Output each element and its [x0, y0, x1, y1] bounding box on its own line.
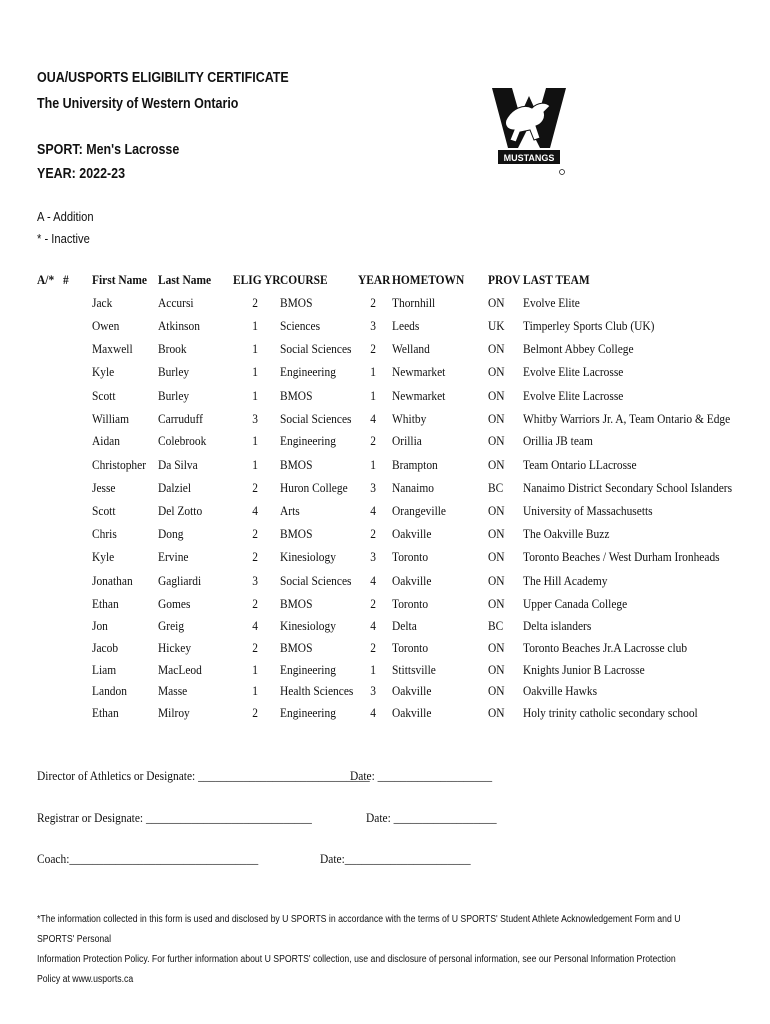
cell-first-name: Kyle	[92, 549, 115, 564]
cell-year: 1	[370, 662, 376, 677]
cell-year: 3	[370, 318, 376, 333]
cell-first-name: Jacob	[92, 640, 119, 655]
cell-first-name: Ethan	[92, 705, 119, 720]
cell-last-name: Dalziel	[158, 480, 192, 495]
cell-course: Kinesiology	[280, 618, 336, 633]
col-header-year: YEAR	[358, 272, 391, 287]
cell-prov: ON	[488, 411, 505, 426]
cell-last-team: Upper Canada College	[523, 596, 628, 611]
cell-course: Engineering	[280, 364, 336, 379]
cell-last-name: Milroy	[158, 705, 190, 720]
cell-hometown: Orillia	[392, 433, 422, 448]
cell-year: 2	[370, 640, 376, 655]
cell-last-name: Burley	[158, 388, 190, 403]
cell-hometown: Oakville	[392, 573, 432, 588]
cell-last-team: Evolve Elite	[523, 295, 580, 310]
cell-course: Kinesiology	[280, 549, 336, 564]
cell-hometown: Leeds	[392, 318, 420, 333]
cell-elig-yr: 2	[252, 295, 258, 310]
registrar-date-line: Date: __________________	[366, 810, 497, 825]
cell-prov: ON	[488, 640, 505, 655]
cell-year: 4	[370, 503, 376, 518]
cell-last-team: Team Ontario LLacrosse	[523, 457, 637, 472]
cell-hometown: Oakville	[392, 526, 432, 541]
cell-year: 2	[370, 341, 376, 356]
cell-year: 1	[370, 388, 376, 403]
cell-last-team: Oakville Hawks	[523, 683, 598, 698]
cell-hometown: Toronto	[392, 640, 429, 655]
cell-hometown: Oakville	[392, 683, 432, 698]
cell-year: 2	[370, 433, 376, 448]
cell-year: 3	[370, 480, 376, 495]
cell-course: BMOS	[280, 526, 313, 541]
cell-prov: ON	[488, 526, 505, 541]
cell-last-name: Da Silva	[158, 457, 198, 472]
cell-first-name: Scott	[92, 503, 116, 518]
cell-prov: ON	[488, 433, 505, 448]
cell-prov: ON	[488, 683, 505, 698]
cell-elig-yr: 1	[252, 388, 258, 403]
cell-last-team: Belmont Abbey College	[523, 341, 634, 356]
cell-course: BMOS	[280, 596, 313, 611]
cell-year: 2	[370, 526, 376, 541]
cell-course: BMOS	[280, 388, 313, 403]
director-signature-line: Director of Athletics or Designate: ______________________________	[37, 768, 370, 783]
cell-prov: ON	[488, 549, 505, 564]
cell-last-team: Delta islanders	[523, 618, 592, 633]
cell-last-name: Hickey	[158, 640, 192, 655]
cell-first-name: Chris	[92, 526, 117, 541]
cell-first-name: Landon	[92, 683, 127, 698]
cell-last-team: The Hill Academy	[523, 573, 608, 588]
cell-first-name: Liam	[92, 662, 117, 677]
cell-course: Engineering	[280, 433, 336, 448]
cell-first-name: Jon	[92, 618, 108, 633]
logo-banner-text: MUSTANGS	[503, 153, 555, 163]
cell-elig-yr: 2	[252, 480, 258, 495]
cell-year: 4	[370, 618, 376, 633]
cell-course: Engineering	[280, 662, 336, 677]
cell-prov: ON	[488, 295, 505, 310]
cell-first-name: Scott	[92, 388, 116, 403]
cell-last-name: Gomes	[158, 596, 191, 611]
cell-hometown: Delta	[392, 618, 417, 633]
cell-last-name: MacLeod	[158, 662, 202, 677]
col-header-elig-yr: ELIG YR	[233, 272, 281, 287]
cell-last-team: Timperley Sports Club (UK)	[523, 318, 655, 333]
legend-inactive: * - Inactive	[37, 231, 90, 246]
cell-hometown: Nanaimo	[392, 480, 434, 495]
cell-first-name: Maxwell	[92, 341, 133, 356]
cell-course: BMOS	[280, 295, 313, 310]
cell-prov: BC	[488, 480, 504, 495]
cell-first-name: William	[92, 411, 130, 426]
cell-course: BMOS	[280, 457, 313, 472]
cell-elig-yr: 2	[252, 549, 258, 564]
cell-last-name: Burley	[158, 364, 190, 379]
cell-year: 1	[370, 457, 376, 472]
cell-last-name: Dong	[158, 526, 184, 541]
cell-last-team: Nanaimo District Secondary School Islanders	[523, 480, 733, 495]
cell-year: 2	[370, 596, 376, 611]
cell-first-name: Jack	[92, 295, 113, 310]
cell-last-team: Knights Junior B Lacrosse	[523, 662, 645, 677]
cell-elig-yr: 1	[252, 457, 258, 472]
cell-last-name: Masse	[158, 683, 188, 698]
cell-first-name: Christopher	[92, 457, 147, 472]
cell-last-team: Toronto Beaches / West Durham Ironheads	[523, 549, 720, 564]
cell-year: 1	[370, 364, 376, 379]
cell-course: Social Sciences	[280, 573, 352, 588]
coach-signature-line: Coach:_________________________________	[37, 851, 259, 866]
cell-year: 4	[370, 411, 376, 426]
col-header-prov: PROV	[488, 272, 521, 287]
cell-hometown: Thornhill	[392, 295, 436, 310]
col-header-first-name: First Name	[92, 272, 147, 287]
cell-course: Health Sciences	[280, 683, 354, 698]
col-header-number: #	[63, 272, 69, 287]
cell-course: BMOS	[280, 640, 313, 655]
cell-prov: BC	[488, 618, 504, 633]
cell-hometown: Toronto	[392, 549, 429, 564]
director-date-line: Date: ____________________	[350, 768, 493, 783]
cell-elig-yr: 2	[252, 640, 258, 655]
cell-elig-yr: 2	[252, 526, 258, 541]
cell-course: Arts	[280, 503, 300, 518]
cell-elig-yr: 1	[252, 341, 258, 356]
cell-elig-yr: 4	[252, 503, 258, 518]
cell-first-name: Kyle	[92, 364, 115, 379]
cell-first-name: Ethan	[92, 596, 119, 611]
cell-prov: ON	[488, 662, 505, 677]
cell-elig-yr: 1	[252, 683, 258, 698]
cell-last-name: Carruduff	[158, 411, 203, 426]
privacy-footer	[37, 910, 698, 990]
cell-elig-yr: 2	[252, 596, 258, 611]
cell-hometown: Newmarket	[392, 388, 446, 403]
col-header-addition-inactive: A/*	[37, 272, 55, 287]
registrar-signature-line: Registrar or Designate: _____________________________	[37, 810, 312, 825]
certificate-title: OUA/USPORTS ELIGIBILITY CERTIFICATE	[37, 70, 289, 86]
col-header-last-team: LAST TEAM	[523, 272, 590, 287]
col-header-last-name: Last Name	[158, 272, 212, 287]
cell-prov: ON	[488, 705, 505, 720]
cell-last-name: Ervine	[158, 549, 189, 564]
cell-elig-yr: 1	[252, 433, 258, 448]
cell-course: Social Sciences	[280, 341, 352, 356]
cell-year: 4	[370, 573, 376, 588]
cell-hometown: Welland	[392, 341, 430, 356]
cell-elig-yr: 2	[252, 705, 258, 720]
cell-last-name: Greig	[158, 618, 185, 633]
cell-last-name: Colebrook	[158, 433, 207, 448]
cell-elig-yr: 1	[252, 364, 258, 379]
cell-hometown: Orangeville	[392, 503, 447, 518]
cell-prov: ON	[488, 388, 505, 403]
cell-year: 3	[370, 549, 376, 564]
institution-name: The University of Western Ontario	[37, 96, 239, 112]
cell-elig-yr: 1	[252, 318, 258, 333]
cell-elig-yr: 1	[252, 662, 258, 677]
col-header-course: COURSE	[280, 272, 328, 287]
cell-first-name: Aidan	[92, 433, 120, 448]
cell-last-team: The Oakville Buzz	[523, 526, 610, 541]
cell-last-team: Evolve Elite Lacrosse	[523, 364, 624, 379]
cell-hometown: Newmarket	[392, 364, 446, 379]
cell-first-name: Jesse	[92, 480, 116, 495]
cell-year: 2	[370, 295, 376, 310]
cell-prov: ON	[488, 503, 505, 518]
cell-first-name: Owen	[92, 318, 120, 333]
cell-course: Engineering	[280, 705, 336, 720]
cell-year: 4	[370, 705, 376, 720]
cell-elig-yr: 4	[252, 618, 258, 633]
cell-course: Social Sciences	[280, 411, 352, 426]
cell-prov: ON	[488, 364, 505, 379]
cell-prov: ON	[488, 457, 505, 472]
cell-last-name: Atkinson	[158, 318, 200, 333]
cell-hometown: Stittsville	[392, 662, 436, 677]
cell-last-team: Holy trinity catholic secondary school	[523, 705, 698, 720]
cell-first-name: Jonathan	[92, 573, 133, 588]
legend-addition: A - Addition	[37, 209, 94, 224]
cell-elig-yr: 3	[252, 411, 258, 426]
cell-year: 3	[370, 683, 376, 698]
cell-last-name: Gagliardi	[158, 573, 202, 588]
year-label: YEAR: 2022-23	[37, 166, 126, 182]
cell-last-name: Accursi	[158, 295, 194, 310]
privacy-footer-line-1: *The information collected in this form is used and disclosed by U SPORTS in accordance with the terms of U SPORTS' Student Athlete Acknowledgement Form and U SPORTS' Personal	[37, 914, 681, 945]
cell-last-team: University of Massachusetts	[523, 503, 653, 518]
cell-last-name: Brook	[158, 341, 187, 356]
cell-last-team: Whitby Warriors Jr. A, Team Ontario & Edge	[523, 411, 731, 426]
cell-hometown: Whitby	[392, 411, 427, 426]
cell-prov: ON	[488, 573, 505, 588]
cell-elig-yr: 3	[252, 573, 258, 588]
cell-course: Sciences	[280, 318, 321, 333]
cell-last-team: Toronto Beaches Jr.A Lacrosse club	[523, 640, 688, 655]
cell-hometown: Oakville	[392, 705, 432, 720]
cell-last-name: Del Zotto	[158, 503, 203, 518]
cell-prov: UK	[488, 318, 505, 333]
sport-label: SPORT: Men's Lacrosse	[37, 142, 180, 158]
cell-last-team: Evolve Elite Lacrosse	[523, 388, 624, 403]
col-header-hometown: HOMETOWN	[392, 272, 465, 287]
cell-hometown: Brampton	[392, 457, 438, 472]
cell-last-team: Orillia JB team	[523, 433, 593, 448]
cell-hometown: Toronto	[392, 596, 429, 611]
cell-prov: ON	[488, 596, 505, 611]
cell-prov: ON	[488, 341, 505, 356]
privacy-footer-line-2: Information Protection Policy. For further information about U SPORTS' collection, use and disclosure of personal information, see our Personal Information Protection Policy at www.usports.ca	[37, 954, 676, 985]
cell-course: Huron College	[280, 480, 348, 495]
coach-date-line: Date:______________________	[320, 851, 471, 866]
